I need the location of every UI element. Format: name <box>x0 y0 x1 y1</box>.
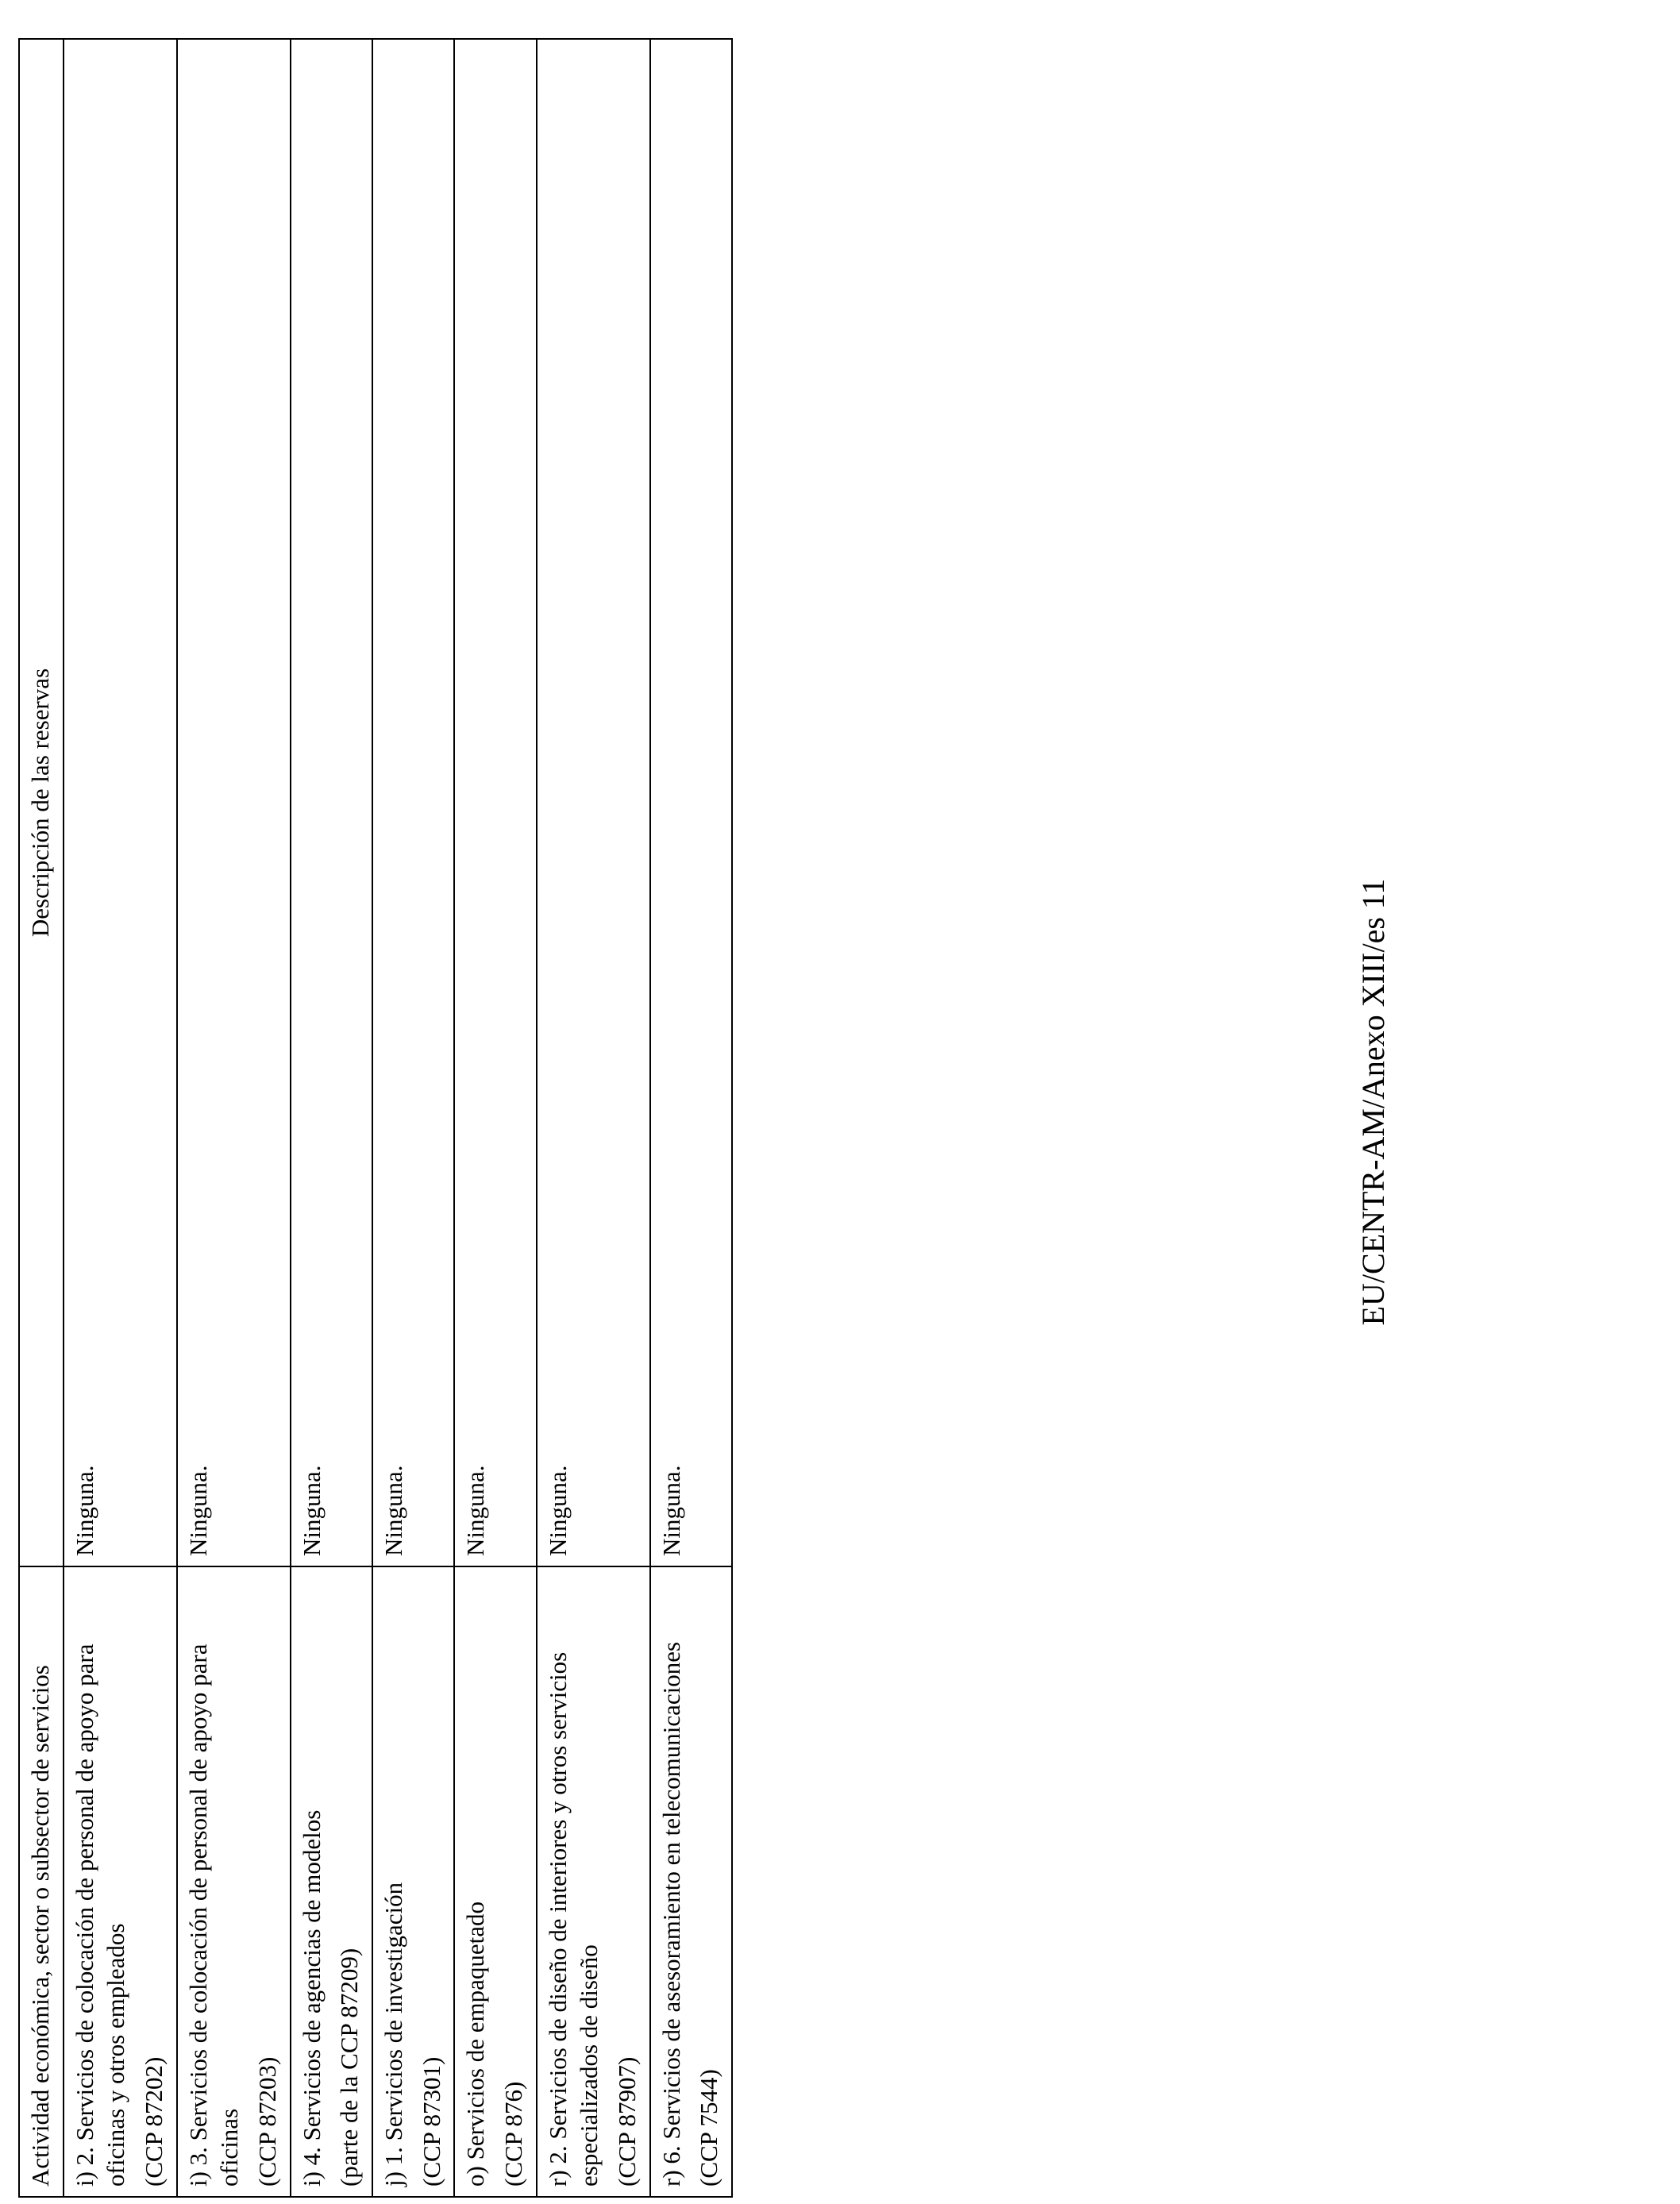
reservation-description: Ninguna. <box>64 39 177 1566</box>
sector-cell <box>177 1566 291 2197</box>
table-row <box>537 39 650 2197</box>
sector-name: i) 3. Servicios de colocación de personal de apoyo para oficinas <box>183 1643 244 2187</box>
ccp-code: (CCP 7544) <box>695 2069 723 2187</box>
reservation-description: Ninguna. <box>291 39 372 1566</box>
ccp-code: (CCP 87202) <box>140 2056 168 2187</box>
sector-cell <box>372 1566 454 2197</box>
sector-cell <box>537 1566 650 2197</box>
sector-name: j) 1. Servicios de investigación <box>380 1882 408 2187</box>
sector-cell <box>291 1566 372 2197</box>
table-row <box>454 39 536 2197</box>
table-row <box>64 39 177 2197</box>
sector-cell <box>650 1566 732 2197</box>
reservations-table <box>18 38 733 2198</box>
ccp-code: (CCP 876) <box>499 2081 528 2187</box>
ccp-code: (CCP 87203) <box>253 2056 282 2187</box>
sector-cell <box>454 1566 536 2197</box>
sector-name: r) 2. Servicios de diseño de interiores y otros servicios especializados de diseño <box>543 1651 603 2187</box>
document-reference: EU/CENTR-AM/Anexo XIII/es 11 <box>1355 878 1391 1326</box>
reservation-description: Ninguna. <box>177 39 291 1566</box>
sector-cell <box>64 1566 177 2197</box>
table-body <box>64 39 732 2197</box>
table-row <box>372 39 454 2197</box>
table-row <box>650 39 732 2197</box>
header-description: Descripción de las reservas <box>19 39 64 1566</box>
table-row <box>291 39 372 2197</box>
table-header-row <box>19 39 64 2197</box>
sector-name: r) 6. Servicios de asesoramiento en telecomunicaciones <box>657 1641 685 2187</box>
ccp-code: (parte de la CCP 87209) <box>335 1948 364 2187</box>
reservation-description: Ninguna. <box>537 39 650 1566</box>
ccp-code: (CCP 87907) <box>613 2056 642 2187</box>
sector-name: i) 2. Servicios de colocación de personal de apoyo para oficinas y otros empleados <box>70 1643 130 2187</box>
table-row <box>177 39 291 2197</box>
reservation-description: Ninguna. <box>454 39 536 1566</box>
reservation-description: Ninguna. <box>650 39 732 1566</box>
reservation-description: Ninguna. <box>372 39 454 1566</box>
ccp-code: (CCP 87301) <box>417 2056 445 2187</box>
header-sector: Actividad económica, sector o subsector de servicios <box>19 1566 64 2197</box>
sector-name: o) Servicios de empaquetado <box>461 1902 490 2187</box>
sector-name: i) 4. Servicios de agencias de modelos <box>297 1809 326 2187</box>
